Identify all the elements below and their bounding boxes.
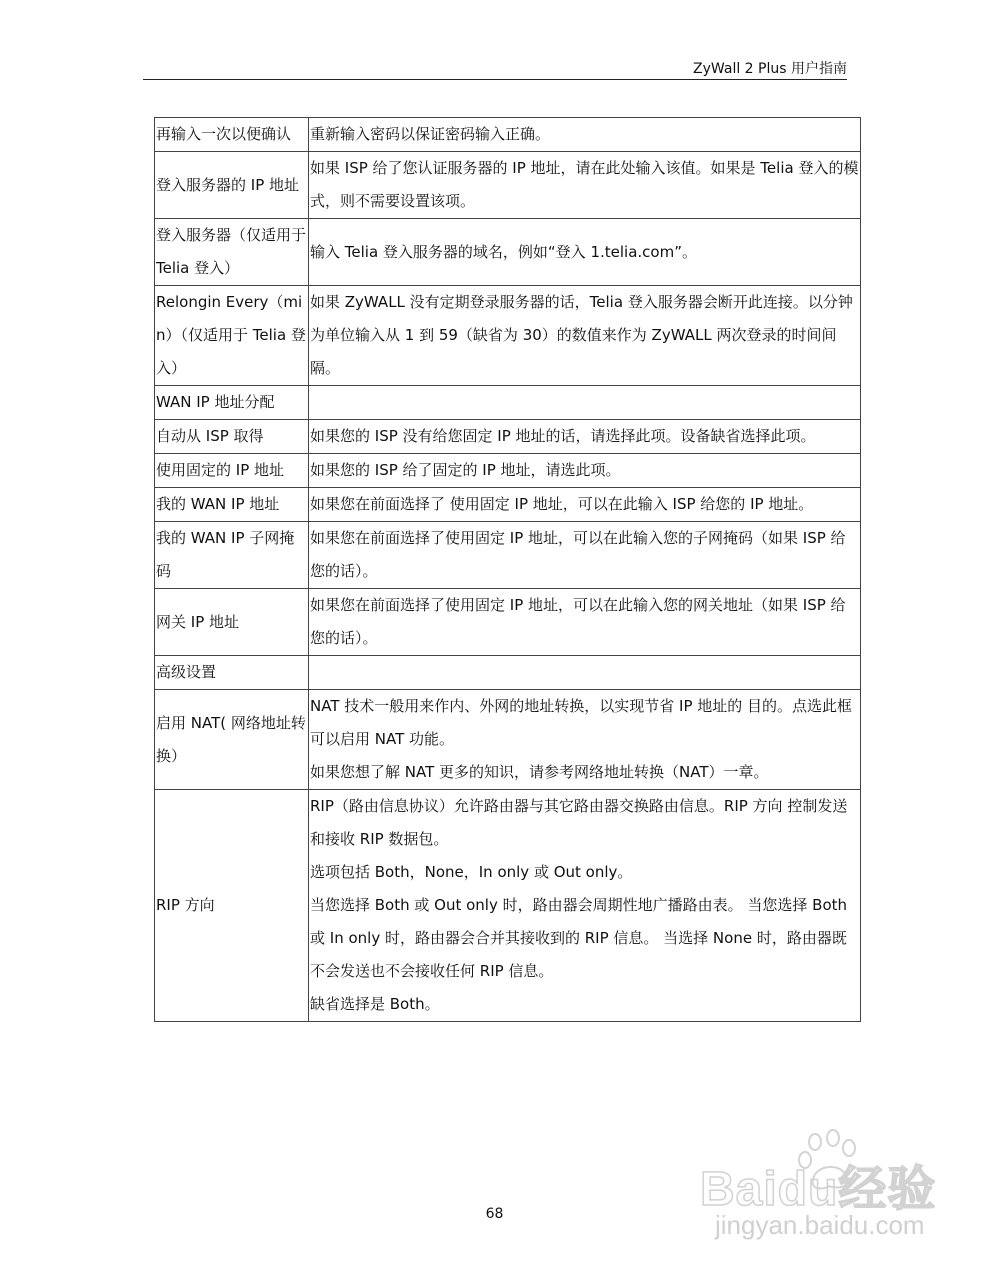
description-paragraph: 如果您在前面选择了使用固定 IP 地址，可以在此输入您的子网掩码（如果 ISP 给您的话）。 [310, 529, 846, 580]
setting-term: 高级设置 [155, 656, 309, 690]
description-paragraph: 如果您在前面选择了 使用固定 IP 地址，可以在此输入 ISP 给您的 IP 地址。 [310, 495, 814, 513]
description-paragraph: 重新输入密码以保证密码输入正确。 [310, 125, 551, 143]
table-row [155, 656, 861, 690]
setting-term: 启用 NAT( 网络地址转换） [155, 690, 309, 790]
watermark-url: jingyan.baidu.com [715, 1210, 925, 1240]
setting-description [309, 690, 861, 790]
description-paragraph: 如果 ISP 给了您认证服务器的 IP 地址，请在此处输入该值。如果是 Telia 登入的模式，则不需要设置该项。 [310, 159, 859, 210]
table-row [155, 420, 861, 454]
description-paragraph: 输入 Telia 登入服务器的域名，例如“登入 1.telia.com”。 [310, 242, 697, 261]
table-row [155, 488, 861, 522]
description-paragraph: 缺省选择是 Both。 [310, 995, 440, 1013]
setting-term: 我的 WAN IP 地址 [155, 488, 309, 522]
setting-description [309, 286, 861, 386]
table-row [155, 386, 861, 420]
table-row [155, 589, 861, 656]
table-row [155, 790, 861, 1022]
table-row [155, 152, 861, 219]
description-paragraph: RIP（路由信息协议）允许路由器与其它路由器交换路由信息。RIP 方向 控制发送和接收 RIP 数据包。 [310, 797, 848, 848]
setting-description [309, 420, 861, 454]
setting-term: 登入服务器的 IP 地址 [155, 152, 309, 219]
setting-description [309, 386, 861, 420]
table-row [155, 118, 861, 152]
table-row [155, 690, 861, 790]
setting-description [309, 589, 861, 656]
setting-term: 再输入一次以便确认 [155, 118, 309, 152]
description-paragraph: 选项包括 Both，None，In only 或 Out only。 [310, 863, 633, 881]
page-number: 68 [485, 1206, 504, 1222]
description-paragraph: NAT 技术一般用来作内、外网的地址转换，以实现节省 IP 地址的 目的。点选此框可以启用 NAT 功能。 [310, 697, 853, 748]
table-row [155, 522, 861, 589]
setting-description [309, 522, 861, 589]
setting-description [309, 454, 861, 488]
setting-term: 登入服务器（仅适用于 Telia 登入） [155, 219, 309, 286]
table-row [155, 286, 861, 386]
setting-term: 使用固定的 IP 地址 [155, 454, 309, 488]
table-row [155, 219, 861, 286]
setting-description [309, 152, 861, 219]
setting-term: 我的 WAN IP 子网掩码 [155, 522, 309, 589]
setting-term: WAN IP 地址分配 [155, 386, 309, 420]
description-paragraph: 当您选择 Both 或 Out only 时，路由器会周期性地广播路由表。 当您选择 Both 或 In only 时，路由器会合并其接收到的 RIP 信息。 当选择 None 时，路由器既不会发送也不会接收任何 RIP 信息。 [310, 896, 848, 980]
watermark-brand: Baidu经验 [700, 1163, 937, 1216]
description-paragraph: 如果 ZyWALL 没有定期登录服务器的话，Telia 登入服务器会断开此连接。以分钟为单位输入从 1 到 59（缺省为 30）的数值来作为 ZyWALL 两次登录的时间间隔。 [310, 293, 853, 377]
setting-description [309, 488, 861, 522]
setting-description [309, 656, 861, 690]
setting-description [309, 790, 861, 1022]
description-paragraph: 如果您的 ISP 给了固定的 IP 地址，请选此项。 [310, 461, 621, 479]
description-paragraph: 如果您想了解 NAT 更多的知识，请参考网络地址转换（NAT）一章。 [310, 763, 769, 781]
description-paragraph: 如果您的 ISP 没有给您固定 IP 地址的话，请选择此项。设备缺省选择此项。 [310, 427, 816, 445]
setting-description [309, 118, 861, 152]
setting-description [309, 219, 861, 286]
setting-term: RIP 方向 [155, 790, 309, 1022]
table-row [155, 454, 861, 488]
setting-term: Relongin Every（min）（仅适用于 Telia 登入） [155, 286, 309, 386]
header-rule [143, 79, 847, 80]
page-header: ZyWall 2 Plus 用户指南 [693, 61, 847, 77]
settings-table [154, 117, 861, 1022]
setting-term: 自动从 ISP 取得 [155, 420, 309, 454]
setting-term: 网关 IP 地址 [155, 589, 309, 656]
description-paragraph: 如果您在前面选择了使用固定 IP 地址，可以在此输入您的网关地址（如果 ISP 给您的话）。 [310, 596, 846, 647]
